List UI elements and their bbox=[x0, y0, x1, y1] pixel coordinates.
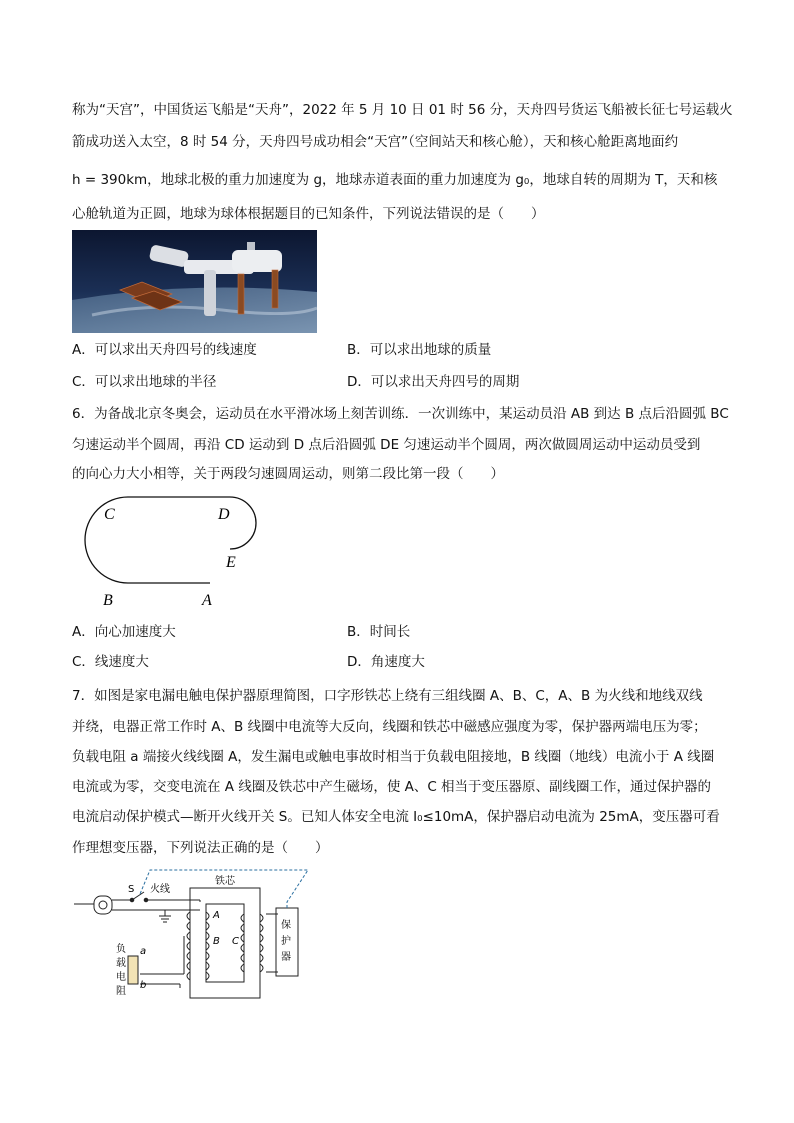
q6-option-a: A．向心加速度大 bbox=[72, 624, 176, 640]
q5-line-2: 箭成功送入太空，8 时 54 分，天舟四号成功相会“天宫”（空间站天和核心舱），天和核心舱距离地面约 bbox=[72, 134, 679, 150]
q5-option-b: B．可以求出地球的质量 bbox=[347, 342, 492, 358]
track-label-c: C bbox=[104, 506, 115, 523]
core-label: 铁芯 bbox=[215, 876, 235, 887]
coil-b-label: B bbox=[213, 936, 220, 947]
track-label-b: B bbox=[103, 592, 113, 609]
q7-line-2: 并绕，电器正常工作时 A、B 线圈中电流等大反向，线圈和铁芯中磁感应强度为零，保护器两端电压为零； bbox=[72, 719, 707, 735]
q7-line-6: 作理想变压器，下列说法正确的是（ ） bbox=[72, 840, 329, 856]
track-label-e: E bbox=[226, 554, 236, 571]
q5-option-d: D．可以求出天舟四号的周期 bbox=[347, 374, 520, 390]
q7-line-1: 7．如图是家电漏电触电保护器原理简图，口字形铁芯上绕有三组线圈 A、B、C，A、B 为火线和地线双线 bbox=[72, 688, 703, 704]
q6-line-1: 6．为备战北京冬奥会，运动员在水平滑冰场上刻苦训练．一次训练中，某运动员沿 AB 到达 B 点后沿圆弧 BC bbox=[72, 406, 729, 422]
q6-option-c: C．线速度大 bbox=[72, 654, 149, 670]
load-end-b-label: b bbox=[140, 980, 147, 991]
leakage-protector-diagram bbox=[70, 866, 315, 1006]
load-label-2: 载 bbox=[116, 958, 126, 969]
skating-track-diagram bbox=[70, 495, 270, 610]
q6-option-b: B．时间长 bbox=[347, 624, 411, 640]
coil-c-label: C bbox=[232, 936, 239, 947]
q6-line-2: 匀速运动半个圆周，再沿 CD 运动到 D 点后沿圆弧 DE 匀速运动半个圆周，两次做圆周运动中运动员受到 bbox=[72, 437, 701, 453]
q6-line-3: 的向心力大小相等，关于两段匀速圆周运动，则第二段比第一段（ ） bbox=[72, 466, 504, 482]
protector-label-2: 护 bbox=[281, 936, 291, 947]
load-end-a-label: a bbox=[140, 946, 147, 957]
track-label-a: A bbox=[202, 592, 212, 609]
protector-label-3: 器 bbox=[281, 952, 291, 963]
q5-line-3: h = 390km，地球北极的重力加速度为 g，地球赤道表面的重力加速度为 g₀，地球自转的周期为 T，天和核 bbox=[72, 172, 718, 188]
q6-option-d: D．角速度大 bbox=[347, 654, 425, 670]
q5-option-a: A．可以求出天舟四号的线速度 bbox=[72, 342, 257, 358]
q5-line-1: 称为“天宫”，中国货运飞船是“天舟”，2022 年 5 月 10 日 01 时 56 分，天舟四号货运飞船被长征七号运载火 bbox=[72, 102, 733, 118]
protector-label-1: 保 bbox=[281, 920, 291, 931]
q5-option-c: C．可以求出地球的半径 bbox=[72, 374, 217, 390]
q5-line-4: 心舱轨道为正圆，地球为球体根据题目的已知条件，下列说法错误的是（ ） bbox=[72, 206, 545, 222]
load-label-1: 负 bbox=[116, 944, 126, 955]
track-label-d: D bbox=[218, 506, 230, 523]
q7-line-5: 电流启动保护模式—断开火线开关 S。已知人体安全电流 I₀≤10mA，保护器启动电流为 25mA，变压器可看 bbox=[72, 809, 720, 825]
live-wire-label: 火线 bbox=[150, 884, 170, 895]
load-label-3: 电 bbox=[116, 972, 126, 983]
space-station-photo bbox=[72, 230, 317, 333]
q7-line-3: 负载电阻 a 端接火线线圈 A，发生漏电或触电事故时相当于负载电阻接地，B 线圈（地线）电流小于 A 线圈 bbox=[72, 749, 715, 765]
q7-line-4: 电流或为零，交变电流在 A 线圈及铁芯中产生磁场，使 A、C 相当于变压器原、副线圈工作，通过保护器的 bbox=[72, 779, 712, 795]
load-label-4: 阻 bbox=[116, 986, 126, 997]
switch-label: S bbox=[128, 884, 135, 895]
coil-a-label: A bbox=[213, 910, 220, 921]
